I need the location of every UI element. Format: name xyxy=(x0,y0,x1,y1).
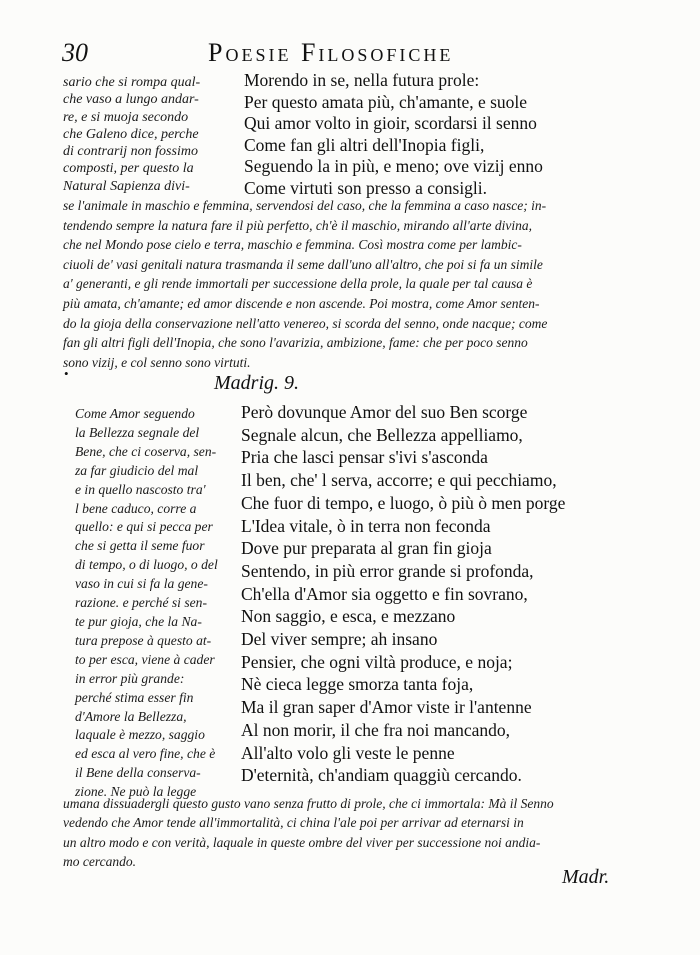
commentary-prose-2 xyxy=(63,794,683,872)
prose-line: mo cercando. xyxy=(63,854,136,870)
verse-line: L'Idea vitale, ò in terra non feconda xyxy=(241,515,491,536)
page-number: 30 xyxy=(62,38,88,67)
bullet-mark: • xyxy=(64,366,69,381)
prose-line: tendendo sempre la natura fare il più perfetto, ch'è il maschio, mirando all'arte divina, xyxy=(63,217,532,233)
verse-line: Sentendo, in più error grande si profonda, xyxy=(241,560,534,581)
madrigal-title: Madrig. 9. xyxy=(214,372,299,394)
gloss-line: che si getta il seme fuor xyxy=(75,538,205,554)
commentary-prose-1 xyxy=(63,196,683,372)
prose-line: do la gioja della conservazione nell'atto venereo, si scorda del senno, onde nacque; come xyxy=(63,315,548,331)
prose-line: vedendo che Amor tende all'immortalità, ci china l'ale poi per arrivar ad eternarsi in xyxy=(63,815,524,831)
gloss-line: che Galeno dice, perche xyxy=(63,126,199,142)
prose-line: se l'animale in maschio e femmina, servendosi del caso, che la femmina a caso nasce; in- xyxy=(63,198,547,213)
gloss-line: vaso in cui si fa la gene- xyxy=(75,576,208,592)
running-head: Poesie Filosofiche xyxy=(208,38,454,67)
verse-line: Dove pur preparata al gran fin gioja xyxy=(241,538,492,559)
gloss-line: l bene caduco, corre a xyxy=(75,500,197,516)
verse-line: Ma il gran saper d'Amor viste ir l'antenne xyxy=(241,697,532,718)
gloss-line: in error più grande: xyxy=(75,670,185,686)
gloss-line: zione. Ne può la legge xyxy=(75,784,197,800)
page-header xyxy=(62,32,662,72)
catchword: Madr. xyxy=(562,866,610,888)
verse-line: Pensier, che ogni viltà produce, e noja; xyxy=(241,651,513,672)
prose-line: che nel Mondo pose cielo e terra, maschio e femmina. Così mostra come per lambic- xyxy=(63,237,522,253)
gloss-line: e in quello nascosto tra' xyxy=(75,481,206,497)
gloss-line: sario che si rompa qual- xyxy=(63,75,201,90)
verse-line: Pria che lasci pensar s'ivi s'asconda xyxy=(241,447,488,468)
prose-line: più amata, ch'amante; ed amor discende e non ascende. Poi mostra, come Amor senten- xyxy=(63,295,540,311)
marginal-gloss-1 xyxy=(63,74,243,195)
gloss-line: ed esca al vero fine, che è xyxy=(75,746,216,762)
prose-line: ciuoli de' vasi genitali natura trasmanda il seme dall'uno all'altro, che poi si fa un simile xyxy=(63,256,543,272)
gloss-line: Natural Sapienza divi- xyxy=(63,178,190,194)
gloss-line: za far giudicio del mal xyxy=(75,462,199,478)
gloss-line: di contrarij non fossimo xyxy=(63,144,198,160)
verse-line: Al non morir, il che fra noi mancando, xyxy=(241,719,511,740)
marginal-gloss-2 xyxy=(75,405,245,802)
gloss-line: perché stima esser fin xyxy=(75,689,194,705)
verse-line: Segnale alcun, che Bellezza appelliamo, xyxy=(241,424,523,445)
verse-line: Morendo in se, nella futura prole: xyxy=(244,70,480,90)
gloss-line: d'Amore la Bellezza, xyxy=(75,708,187,724)
gloss-line: re, e si muoja secondo xyxy=(63,109,189,125)
verse-line: Come virtuti son presso a consigli. xyxy=(244,177,488,198)
gloss-line: Bene, che ci coserva, sen- xyxy=(75,443,217,459)
verse-line: Però dovunque Amor del suo Ben scorge xyxy=(241,402,528,422)
gloss-line: la Bellezza segnale del xyxy=(75,424,200,440)
gloss-line: tura prepose à questo at- xyxy=(75,632,212,648)
prose-line: a' generanti, e gli rende immortali per successione della prole, la quale per tal causa è xyxy=(63,276,533,292)
gloss-line: razione. e perché si sen- xyxy=(75,595,208,611)
gloss-line: di tempo, o di luogo, o del xyxy=(75,557,218,573)
verse-line: All'alto volo gli veste le penne xyxy=(241,742,455,763)
verse-line: Del viver sempre; ah insano xyxy=(241,629,438,650)
verse-line: Seguendo la in più, e meno; ove vizij enno xyxy=(244,156,543,177)
verse-line: Come fan gli altri dell'Inopia figli, xyxy=(244,134,485,155)
verse-block-1 xyxy=(244,70,684,200)
gloss-line: laquale è mezzo, saggio xyxy=(75,727,205,743)
prose-line: un altro modo e con verità, laquale in queste ombre del viver per successione noi andia- xyxy=(63,834,541,850)
gloss-line: il Bene della conserva- xyxy=(75,765,201,781)
gloss-line: quello: e qui si pecca per xyxy=(75,519,213,535)
prose-line: sono vizij, e col senno sono virtuti. xyxy=(63,354,251,370)
verse-line: Il ben, che' l serva, accorre; e qui pecchiamo, xyxy=(241,470,557,491)
gloss-line: Come Amor seguendo xyxy=(75,406,195,421)
verse-line: Qui amor volto in gioir, scordarsi il senno xyxy=(244,113,537,134)
verse-line: Nè cieca legge smorza tanta foja, xyxy=(241,674,474,695)
gloss-line: to per esca, viene à cader xyxy=(75,651,215,667)
verse-line: Per questo amata più, ch'amante, e suole xyxy=(244,91,528,112)
verse-line: Che fuor di tempo, e luogo, ò più ò men porge xyxy=(241,492,566,513)
gloss-line: te pur gioja, che la Na- xyxy=(75,613,202,629)
verse-line: Non saggio, e esca, e mezzano xyxy=(241,606,456,627)
prose-line: umana dissuadergli questo gusto vano senza frutto di prole, che ci immortala: Mà il Senno xyxy=(63,796,554,811)
gloss-line: che vaso a lungo andar- xyxy=(63,92,199,108)
verse-block-2 xyxy=(241,401,686,787)
gloss-line: composti, per questo la xyxy=(63,161,194,177)
prose-line: fan gli altri figli dell'Inopia, che sono l'avarizia, ambizione, fame: che per poco senno xyxy=(63,335,528,351)
verse-line: D'eternità, ch'andiam quaggiù cercando. xyxy=(241,765,522,786)
verse-line: Ch'ella d'Amor sia oggetto e fin sovrano, xyxy=(241,583,528,604)
